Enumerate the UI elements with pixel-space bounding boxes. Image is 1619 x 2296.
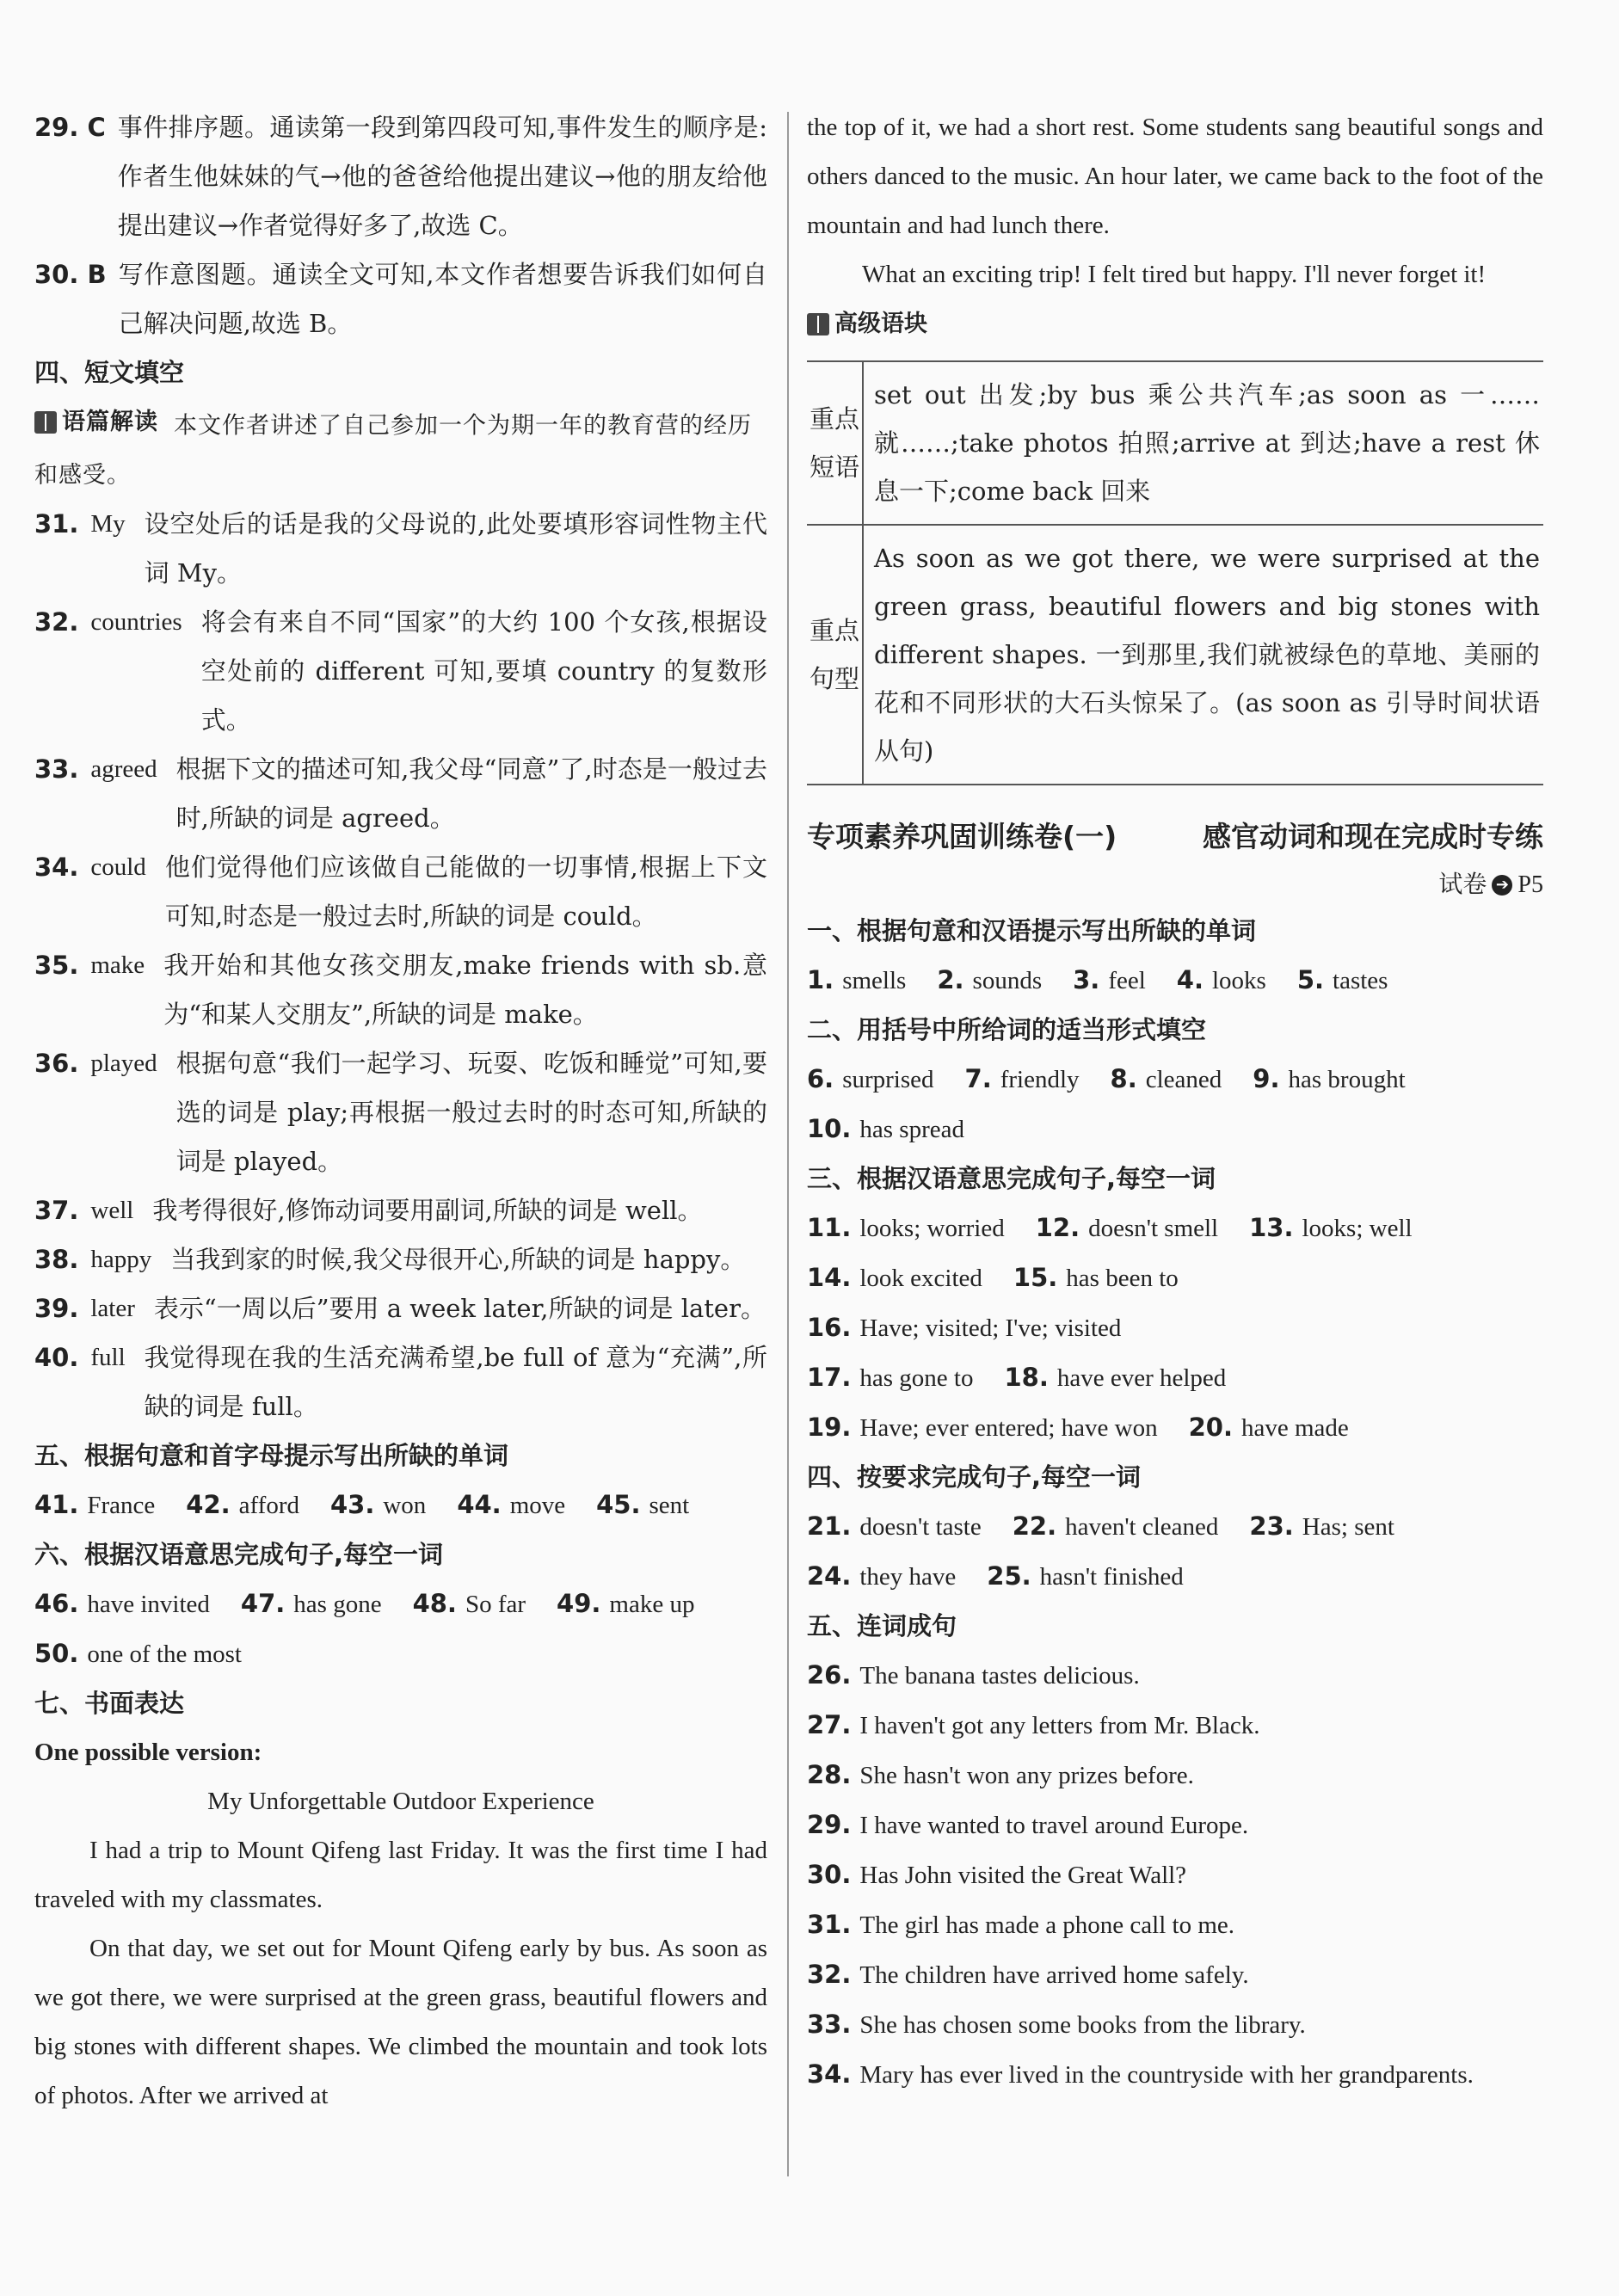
advanced-chunks-header — [807, 299, 1543, 352]
item-answer: played — [90, 1049, 157, 1077]
item-answer: B — [87, 260, 107, 289]
answer-row — [807, 1303, 1543, 1353]
item-explanation: 根据句意“我们一起学习、玩耍、吃饭和睡觉”可知,要选的词是 play;再根据一般过去时的时态可知,所缺的词是 played。 — [175, 1048, 767, 1176]
arrow-right-icon: ➔ — [1492, 875, 1512, 896]
item-explanation: 他们觉得他们应该做自己能做的一切事情,根据上下文可知,时态是一般过去时,所缺的词是 could。 — [164, 852, 767, 931]
answer-value: Mary has ever lived in the countryside with her grandparents. — [859, 2060, 1474, 2089]
answer-value: The banana tastes delicious. — [859, 1661, 1140, 1690]
key-points-table — [807, 360, 1543, 785]
item-explanation: 将会有来自不同“国家”的大约 100 个女孩,根据设空处前的 different 可知,要填 country 的复数形式。 — [200, 606, 767, 735]
answer-row — [807, 2050, 1543, 2100]
answer-item — [34, 1186, 767, 1235]
answer-row — [807, 1850, 1543, 1900]
unit-title — [807, 811, 1543, 863]
answer-number: 3. — [1073, 964, 1100, 994]
answer-number: 33. — [807, 2009, 852, 2039]
item-number: 33. — [34, 754, 79, 784]
item-number: 30. — [34, 260, 79, 289]
column-divider — [787, 112, 789, 2176]
essay-paragraph-continued: the top of it, we had a short rest. Some students sang beautiful songs and others danced to the music. An hour later, we came back to the foot of the mountain and had lunch there. — [807, 114, 1543, 239]
answer-value: doesn't smell — [1088, 1214, 1219, 1242]
answer-row — [807, 1105, 1543, 1154]
item-number: 37. — [34, 1195, 79, 1225]
item-answer: countries — [90, 607, 182, 636]
item-answer: C — [87, 113, 106, 142]
answer-number: 50. — [34, 1638, 79, 1668]
answer-item — [34, 1284, 767, 1333]
item-number: 31. — [34, 508, 79, 539]
answer-number: 21. — [807, 1511, 852, 1541]
answer-value: looks; well — [1302, 1214, 1413, 1242]
item-explanation: 我考得很好,修饰动词要用副词,所缺的词是 well。 — [152, 1195, 703, 1225]
answer-value: surprised — [842, 1065, 934, 1093]
answer-value: She hasn't won any prizes before. — [859, 1761, 1194, 1789]
answer-row — [807, 2000, 1543, 2050]
section-heading: 二、用括号中所给词的适当形式填空 — [807, 1014, 1207, 1044]
advanced-tag: 高级语块 — [834, 311, 927, 337]
answer-row — [807, 1502, 1543, 1552]
answer-row — [807, 1800, 1543, 1850]
answer-number: 11. — [807, 1212, 852, 1242]
answer-row — [34, 1629, 767, 1679]
answer-value: one of the most — [87, 1640, 242, 1668]
answer-value: So far — [465, 1590, 526, 1618]
item-number: 29. — [34, 113, 79, 142]
item-answer: agreed — [90, 754, 157, 783]
answer-value: cleaned — [1145, 1065, 1222, 1093]
page-reference — [807, 863, 1543, 907]
section-heading: 一、根据句意和汉语提示写出所缺的单词 — [807, 915, 1257, 945]
answer-value: smells — [842, 966, 907, 994]
answer-value: Have; ever entered; have won — [859, 1413, 1158, 1442]
answer-row — [807, 1403, 1543, 1453]
phrases-text: set out 出发;by bus 乘公共汽车;as soon as 一……就……;take photos 拍照;arrive at 到达;have a rest 休息一下;come back 回来 — [863, 361, 1543, 525]
item-answer: My — [90, 509, 126, 538]
item-explanation: 当我到家的时候,我父母很开心,所缺的词是 happy。 — [170, 1244, 746, 1274]
answer-number: 32. — [807, 1959, 852, 1989]
analysis-note — [34, 397, 767, 500]
page-ref-number: P5 — [1517, 871, 1543, 898]
answer-number: 44. — [457, 1489, 502, 1519]
answer-number: 48. — [412, 1588, 457, 1618]
answer-row — [807, 1950, 1543, 2000]
answer-number: 2. — [937, 964, 964, 994]
analysis-text: 本文作者讲述了自己参加一个为期一年的教育营的经历和感受。 — [34, 412, 752, 489]
answer-number: 34. — [807, 2059, 852, 2089]
item-answer: happy — [90, 1245, 152, 1273]
answer-value: make up — [609, 1590, 695, 1618]
answer-number: 17. — [807, 1362, 852, 1392]
answer-value: has gone — [293, 1590, 382, 1618]
answer-value: have ever helped — [1056, 1363, 1227, 1392]
answer-value: looks — [1211, 966, 1266, 994]
answer-number: 19. — [807, 1412, 852, 1442]
essay-paragraph: I had a trip to Mount Qifeng last Friday. It was the first time I had traveled with my classmates. — [34, 1836, 767, 1913]
answer-value: I have wanted to travel around Europe. — [859, 1811, 1249, 1839]
answer-value: I haven't got any letters from Mr. Black. — [859, 1711, 1260, 1739]
item-number: 40. — [34, 1342, 79, 1372]
answer-value: Has; sent — [1302, 1512, 1394, 1541]
item-number: 36. — [34, 1048, 79, 1078]
answer-item — [34, 1235, 767, 1284]
answer-number: 47. — [240, 1588, 286, 1618]
section-heading: 四、按要求完成句子,每空一词 — [807, 1462, 1142, 1492]
answer-value: feel — [1108, 966, 1146, 994]
answer-number: 42. — [186, 1489, 231, 1519]
book-icon — [34, 411, 57, 434]
answer-number: 23. — [1249, 1511, 1294, 1541]
answer-value: The girl has made a phone call to me. — [859, 1911, 1235, 1939]
answer-number: 45. — [596, 1489, 641, 1519]
answer-row — [807, 1203, 1543, 1253]
answer-number: 26. — [807, 1659, 852, 1690]
answer-rows — [807, 1203, 1543, 1453]
sentence-text: As soon as we got there, we were surprised at the green grass, beautiful flowers and big stones with different shapes. 一到那里,我们就被绿色的草地、美丽的花和不同形状的大石头惊呆了。(as soon as 引导时间状语从句) — [863, 525, 1543, 785]
answer-row — [807, 1353, 1543, 1403]
answer-number: 16. — [807, 1312, 852, 1342]
answer-value: they have — [859, 1562, 957, 1591]
answer-number: 25. — [987, 1560, 1031, 1591]
answer-rows — [807, 1651, 1543, 2100]
table-row — [807, 525, 1543, 785]
answer-number: 6. — [807, 1063, 834, 1093]
answer-number: 15. — [1013, 1262, 1058, 1292]
item-answer: make — [90, 951, 145, 979]
answer-value: has brought — [1288, 1065, 1406, 1093]
answer-row — [807, 1900, 1543, 1950]
section-heading: 五、连词成句 — [807, 1610, 957, 1640]
answer-value: Have; visited; I've; visited — [859, 1314, 1122, 1342]
sentence-label: 重点句型 — [807, 525, 863, 785]
answer-item — [34, 1039, 767, 1186]
answer-value: France — [87, 1491, 156, 1519]
essay-paragraph: On that day, we set out for Mount Qifeng early by bus. As soon as we got there, we were surprised at the green grass, beautiful flowers and big stones with different shapes. We climbed the mountain and took lots of photos. After we arrived at — [34, 1934, 767, 2109]
answer-row — [807, 1701, 1543, 1751]
answer-value: looks; worried — [859, 1214, 1005, 1242]
answer-row — [807, 1751, 1543, 1800]
phrases-label: 重点短语 — [807, 361, 863, 525]
unit-title-left: 专项素养巩固训练卷(一) — [807, 819, 1117, 853]
answer-list — [34, 500, 767, 1431]
answer-number: 20. — [1188, 1412, 1233, 1442]
answer-number: 7. — [964, 1063, 992, 1093]
section-heading: 七、书面表达 — [34, 1688, 185, 1718]
answer-number: 28. — [807, 1759, 852, 1789]
answer-row — [807, 1651, 1543, 1701]
answer-number: 18. — [1004, 1362, 1049, 1392]
item-answer: full — [90, 1343, 126, 1371]
answer-value: Has John visited the Great Wall? — [859, 1861, 1187, 1889]
answer-value: afford — [238, 1491, 299, 1519]
answer-value: has been to — [1066, 1264, 1179, 1292]
item-number: 34. — [34, 852, 79, 882]
item-answer: later — [90, 1294, 135, 1322]
answer-item — [34, 500, 767, 598]
item-explanation: 根据下文的描述可知,我父母“同意”了,时态是一般过去时,所缺的词是 agreed。 — [175, 754, 767, 833]
essay-paragraph: What an exciting trip! I felt tired but happy. I'll never forget it! — [862, 261, 1487, 288]
item-explanation: 事件排序题。通读第一段到第四段可知,事件发生的顺序是:作者生他妹妹的气→他的爸爸给他提出建议→他的朋友给他提出建议→作者觉得好多了,故选 C。 — [117, 113, 767, 240]
page-ref-prefix: 试卷 — [1438, 869, 1487, 898]
unit-title-right: 感官动词和现在完成时专练 — [1203, 819, 1543, 853]
answer-number: 41. — [34, 1489, 79, 1519]
answer-value: sounds — [972, 966, 1043, 994]
essay-title: My Unforgettable Outdoor Experience — [207, 1787, 594, 1815]
answer-number: 29. — [807, 1809, 852, 1839]
answer-number: 30. — [807, 1859, 852, 1889]
answer-number: 9. — [1253, 1063, 1280, 1093]
left-column — [34, 103, 767, 2121]
answer-number: 27. — [807, 1709, 852, 1739]
answer-item — [34, 941, 767, 1039]
item-answer: well — [90, 1196, 134, 1224]
answer-value: has gone to — [859, 1363, 974, 1392]
answer-number: 43. — [329, 1489, 375, 1519]
version-label: One possible version: — [34, 1738, 262, 1766]
section-heading: 五、根据句意和首字母提示写出所缺的单词 — [34, 1440, 509, 1470]
answer-row — [807, 1253, 1543, 1303]
answer-number: 5. — [1296, 964, 1325, 994]
item-number: 38. — [34, 1244, 79, 1274]
item-number: 32. — [34, 606, 79, 637]
section-heading: 三、根据汉语意思完成句子,每空一词 — [807, 1163, 1216, 1193]
answer-item — [34, 1333, 767, 1431]
answer-rows — [807, 1502, 1543, 1602]
answer-item — [34, 103, 767, 250]
item-explanation: 我觉得现在我的生活充满希望,be full of 意为“充满”,所缺的词是 full。 — [144, 1342, 767, 1421]
item-answer: could — [90, 853, 146, 881]
item-explanation: 写作意图题。通读全文可知,本文作者想要告诉我们如何自己解决问题,故选 B。 — [118, 260, 767, 338]
answer-number: 4. — [1176, 964, 1203, 994]
item-number: 35. — [34, 950, 79, 980]
answer-item — [34, 745, 767, 843]
answer-number: 10. — [807, 1113, 852, 1143]
answer-item — [34, 598, 767, 745]
right-column — [807, 103, 1543, 2100]
section-heading: 四、短文填空 — [34, 358, 185, 387]
item-number: 39. — [34, 1293, 79, 1323]
answer-number: 24. — [807, 1560, 852, 1591]
answer-number: 8. — [1110, 1063, 1137, 1093]
answer-value: She has chosen some books from the library. — [859, 2010, 1306, 2039]
answer-number: 46. — [34, 1588, 79, 1618]
item-explanation: 表示“一周以后”要用 a week later,所缺的词是 later。 — [153, 1293, 766, 1323]
answer-number: 22. — [1012, 1511, 1057, 1541]
answer-value: look excited — [859, 1264, 982, 1292]
table-row — [807, 361, 1543, 525]
answer-row — [807, 1552, 1543, 1602]
book-icon — [807, 313, 829, 335]
answer-number: 12. — [1035, 1212, 1080, 1242]
answer-number: 49. — [557, 1588, 601, 1618]
answer-value: friendly — [1000, 1065, 1080, 1093]
answer-number: 14. — [807, 1262, 852, 1292]
answer-row — [34, 1480, 767, 1530]
answer-value: move — [509, 1491, 566, 1519]
analysis-tag: 语篇解读 — [62, 409, 158, 435]
answer-value: have invited — [87, 1590, 210, 1618]
answer-value: The children have arrived home safely. — [859, 1961, 1249, 1989]
answer-number: 1. — [807, 964, 834, 994]
section-heading: 六、根据汉语意思完成句子,每空一词 — [34, 1539, 444, 1569]
answer-item — [34, 250, 767, 348]
answer-value: won — [383, 1491, 427, 1519]
answer-item — [34, 843, 767, 941]
answer-number: 31. — [807, 1909, 852, 1939]
answer-value: hasn't finished — [1039, 1562, 1184, 1591]
answer-value: tastes — [1333, 966, 1388, 994]
item-explanation: 我开始和其他女孩交朋友,make friends with sb.意为“和某人交朋友”,所缺的词是 make。 — [163, 950, 767, 1029]
answer-value: sent — [649, 1491, 690, 1519]
answer-row — [34, 1579, 767, 1629]
answer-value: doesn't taste — [859, 1512, 982, 1541]
answer-value: have made — [1240, 1413, 1349, 1442]
answer-row — [807, 956, 1543, 1006]
answer-value: has spread — [859, 1115, 964, 1143]
answer-row — [807, 1055, 1543, 1105]
answer-value: haven't cleaned — [1065, 1512, 1219, 1541]
answer-number: 13. — [1249, 1212, 1294, 1242]
item-explanation: 设空处后的话是我的父母说的,此处要填形容词性物主代词 My。 — [144, 508, 767, 588]
